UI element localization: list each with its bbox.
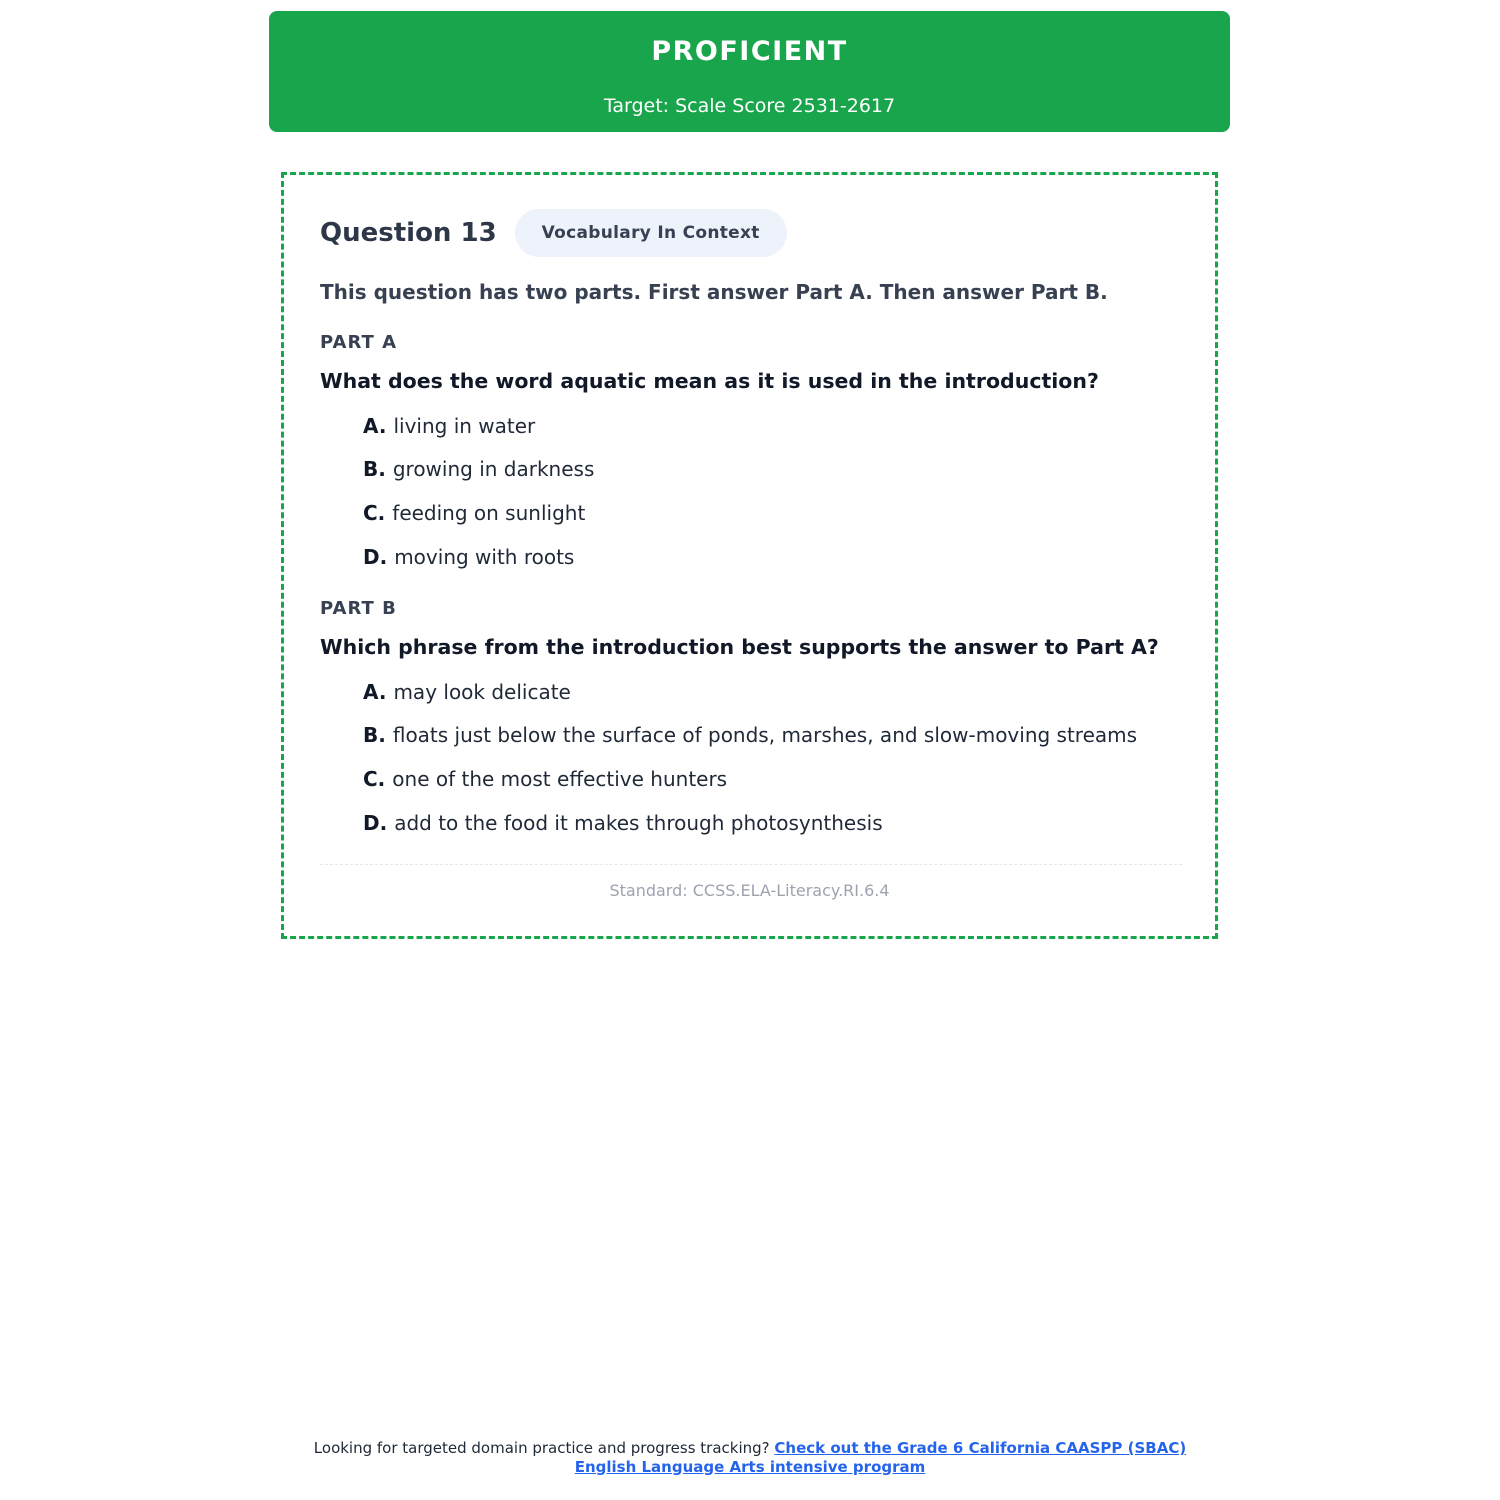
question-number: Question 13 [320, 218, 497, 248]
part-b-choices [363, 670, 1137, 844]
footer-promo [300, 1439, 1200, 1476]
choice-letter: D. [363, 810, 388, 835]
choice-text: moving with roots [394, 544, 575, 569]
part-b-choice-d[interactable] [363, 801, 1137, 845]
choice-text: may look delicate [393, 679, 571, 704]
program-link[interactable]: Check out the Grade 6 California CAASPP (SBAC) English Language Arts intensive program [574, 1439, 1187, 1476]
proficiency-banner [269, 11, 1230, 132]
choice-text: feeding on sunlight [392, 500, 586, 525]
part-b-choice-a[interactable] [363, 670, 1137, 714]
part-a-choice-b[interactable] [363, 448, 594, 492]
part-a-prompt: What does the word aquatic mean as it is used in the introduction? [320, 369, 1099, 393]
choice-text: living in water [393, 413, 536, 438]
choice-text: add to the food it makes through photosynthesis [394, 810, 883, 835]
part-b-choice-c[interactable] [363, 757, 1137, 801]
choice-letter: D. [363, 544, 388, 569]
footer-text: Looking for targeted domain practice and progress tracking? [313, 1439, 775, 1457]
target-score: Target: Scale Score 2531-2617 [603, 95, 896, 117]
part-a-choice-a[interactable] [363, 404, 594, 448]
part-a-choice-d[interactable] [363, 535, 594, 579]
proficiency-level-title: PROFICIENT [651, 36, 848, 67]
choice-letter: B. [363, 457, 386, 482]
part-b-prompt: Which phrase from the introduction best supports the answer to Part A? [320, 635, 1159, 659]
part-b-label: PART B [320, 598, 397, 619]
question-instructions: This question has two parts. First answer Part A. Then answer Part B. [320, 280, 1108, 304]
card-divider [320, 864, 1182, 865]
part-a-label: PART A [320, 332, 397, 353]
question-card [281, 172, 1218, 939]
choice-text: growing in darkness [392, 457, 595, 482]
choice-letter: C. [363, 766, 386, 791]
part-a-choice-c[interactable] [363, 491, 594, 535]
skill-tag: Vocabulary In Context [515, 209, 787, 257]
question-header [320, 208, 787, 258]
choice-letter: C. [363, 500, 386, 525]
choice-text: one of the most effective hunters [392, 766, 728, 791]
choice-text: floats just below the surface of ponds, marshes, and slow-moving streams [392, 723, 1138, 748]
choice-letter: A. [363, 413, 387, 438]
choice-letter: B. [363, 723, 386, 748]
choice-letter: A. [363, 679, 387, 704]
part-b-choice-b[interactable] [363, 714, 1137, 758]
standard-reference: Standard: CCSS.ELA-Literacy.RI.6.4 [609, 881, 890, 900]
part-a-choices [363, 404, 594, 578]
